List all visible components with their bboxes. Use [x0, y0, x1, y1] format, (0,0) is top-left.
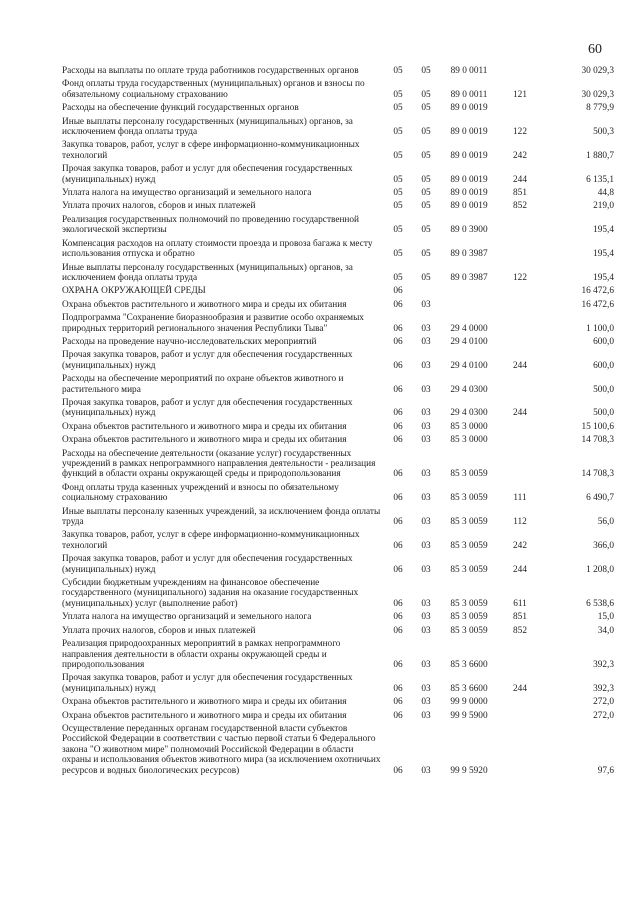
row-amount: 1 880,7	[586, 150, 614, 161]
row-subsection-code: 03	[421, 540, 431, 551]
row-name: Расходы на проведение научно-исследовательских мероприятий	[62, 336, 317, 347]
row-section-code: 05	[393, 249, 403, 260]
row-expense-type-code: 244	[513, 683, 527, 694]
row-amount: 600,0	[593, 336, 614, 347]
row-section-code: 06	[393, 360, 403, 371]
row-section-code: 05	[393, 201, 403, 212]
row-section-code: 05	[393, 174, 403, 185]
row-target-item-code: 89 0 0019	[450, 188, 488, 199]
row-name: Фонд оплаты труда казенных учреждений и взносы по обязательному социальному страхованию	[62, 482, 339, 504]
row-subsection-code: 03	[421, 469, 431, 480]
row-subsection-code: 05	[421, 174, 431, 185]
row-section-code: 05	[393, 103, 403, 114]
row-subsection-code: 03	[421, 421, 431, 432]
row-expense-type-code: 242	[513, 150, 527, 161]
row-expense-type-code	[498, 66, 542, 79]
row-expense-type-code	[498, 449, 542, 483]
row-amount: 500,0	[593, 384, 614, 395]
row-section-code: 06	[393, 435, 403, 446]
row-section-code: 06	[393, 408, 403, 419]
row-amount: 56,0	[597, 517, 614, 528]
row-name: Охрана объектов растительного и животного мира и среды их обитания	[62, 421, 347, 432]
row-name: ОХРАНА ОКРУЖАЮЩЕЙ СРЕДЫ	[62, 286, 206, 297]
row-name: Реализация государственных полномочий по проведению государственной экологической экспертизы	[62, 214, 360, 236]
row-subsection-code: 03	[421, 697, 431, 708]
row-target-item-code: 89 0 0019	[450, 103, 488, 114]
row-target-item-code: 85 3 0059	[450, 517, 488, 528]
row-amount: 219,0	[593, 201, 614, 212]
row-amount: 6 538,6	[586, 598, 614, 609]
row-expense-type-code	[498, 215, 542, 239]
row-name: Охрана объектов растительного и животного мира и среды их обитания	[62, 697, 347, 708]
row-target-item-code: 29 4 0100	[450, 336, 488, 347]
page-number: 60	[588, 42, 602, 57]
row-amount: 6 135,1	[586, 174, 614, 185]
row-amount: 1 100,0	[586, 323, 614, 334]
table-row	[62, 435, 614, 448]
row-expense-type-code: 122	[513, 127, 527, 138]
row-expense-type-code: 244	[513, 360, 527, 371]
row-expense-type-code	[498, 639, 542, 673]
table-row	[62, 530, 614, 554]
row-subsection-code: 03	[421, 323, 431, 334]
row-amount: 195,4	[593, 272, 614, 283]
row-target-item-code: 89 0 0011	[450, 66, 488, 76]
table-row	[62, 337, 614, 350]
row-expense-type-code: 611	[513, 598, 527, 609]
row-subsection-code: 05	[421, 249, 431, 260]
row-section-code: 06	[393, 323, 403, 334]
row-name: Охрана объектов растительного и животного мира и среды их обитания	[62, 435, 347, 446]
row-name: Прочая закупка товаров, работ и услуг для обеспечения государственных (муниципальных) нужд	[62, 397, 353, 419]
row-section-code: 06	[393, 540, 403, 551]
table-row	[62, 239, 614, 263]
budget-table	[62, 66, 614, 779]
row-name: Расходы на обеспечение деятельности (оказание услуг) государственных учреждений в рамках непрограммного направления деятельности - реализация функций в области охраны окружающей среды и природопользования	[62, 448, 376, 480]
row-amount: 16 472,6	[581, 299, 614, 310]
table-row	[62, 79, 614, 103]
row-section-code: 06	[393, 598, 403, 609]
row-target-item-code: 89 0 3987	[450, 272, 488, 283]
row-name: Подпрограмма "Сохранение биоразнообразия и развитие особо охраняемых природных территорий регионального значения Республики Тыва"	[62, 313, 364, 334]
table-row	[62, 697, 614, 710]
row-subsection-code: 03	[421, 435, 431, 446]
row-expense-type-code: 122	[513, 272, 527, 283]
row-expense-type-code	[498, 422, 542, 435]
row-section-code: 06	[393, 625, 403, 636]
row-name: Прочая закупка товаров, работ и услуг для обеспечения государственных (муниципальных) нужд	[62, 164, 353, 185]
row-name: Субсидии бюджетным учреждениям на финансовое обеспечение государственного (муниципального) задания на оказание государственных (муниципальных) услуг (выполнение работ)	[62, 578, 359, 609]
row-name: Фонд оплаты труда государственных (муниципальных) органов и взносы по обязательному социальному страхованию	[62, 79, 365, 100]
row-target-item-code: 99 9 5920	[450, 765, 488, 776]
row-expense-type-code	[498, 239, 542, 263]
row-expense-type-code: 852	[513, 625, 527, 636]
row-subsection-code: 05	[421, 89, 431, 100]
row-subsection-code: 03	[421, 299, 431, 310]
table-row	[62, 140, 614, 164]
row-section-code: 06	[393, 697, 403, 708]
row-amount: 195,4	[593, 225, 614, 236]
table-row	[62, 507, 614, 531]
row-name: Иные выплаты персоналу государственных (муниципальных) органов, за исключением фонда оплаты труда	[62, 116, 353, 138]
row-section-code: 05	[393, 127, 403, 138]
row-section-code: 06	[393, 659, 403, 670]
row-expense-type-code: 851	[513, 612, 527, 623]
row-subsection-code: 05	[421, 150, 431, 161]
row-expense-type-code: 111	[513, 493, 527, 504]
row-target-item-code: 85 3 6600	[450, 683, 488, 694]
row-subsection-code: 03	[421, 336, 431, 347]
row-target-item-code: 85 3 0059	[450, 612, 488, 623]
row-name: Уплата прочих налогов, сборов и иных платежей	[62, 201, 256, 212]
row-amount: 44,8	[597, 188, 614, 199]
row-section-code: 05	[393, 188, 403, 199]
row-expense-type-code	[498, 300, 542, 313]
row-target-item-code: 89 0 3987	[450, 249, 488, 260]
row-target-item-code: 85 3 0059	[450, 540, 488, 551]
row-expense-type-code: 121	[513, 89, 527, 100]
row-amount: 16 472,6	[581, 286, 614, 297]
row-expense-type-code: 852	[513, 201, 527, 212]
row-target-item-code: 89 0 0019	[450, 150, 488, 161]
row-expense-type-code	[498, 724, 542, 779]
row-subsection-code: 05	[421, 225, 431, 236]
table-row	[62, 117, 614, 141]
row-amount: 34,0	[597, 625, 614, 636]
table-row	[62, 578, 614, 612]
row-expense-type-code: 244	[513, 408, 527, 419]
row-expense-type-code: 851	[513, 188, 527, 199]
row-section-code: 06	[393, 683, 403, 694]
row-subsection-code: 03	[421, 408, 431, 419]
row-amount: 8 779,9	[586, 103, 614, 114]
row-target-item-code: 85 3 6600	[450, 659, 488, 670]
row-expense-type-code: 112	[513, 517, 527, 528]
table-row	[62, 215, 614, 239]
row-target-item-code	[440, 286, 498, 299]
row-section-code: 06	[393, 564, 403, 575]
row-subsection-code: 05	[421, 103, 431, 114]
row-expense-type-code	[498, 697, 542, 710]
row-name: Прочая закупка товаров, работ и услуг для обеспечения государственных (муниципальных) нужд	[62, 673, 353, 694]
row-subsection-code: 03	[421, 384, 431, 395]
table-row	[62, 103, 614, 116]
row-name: Охрана объектов растительного и животного мира и среды их обитания	[62, 710, 347, 721]
row-amount: 14 708,3	[581, 435, 614, 446]
row-section-code: 06	[393, 517, 403, 528]
row-subsection-code: 03	[421, 683, 431, 694]
row-amount: 30 029,3	[581, 89, 614, 100]
row-amount: 500,0	[593, 408, 614, 419]
row-expense-type-code: 244	[513, 174, 527, 185]
row-name: Расходы на обеспечение мероприятий по охране объектов животного и растительного мира	[62, 374, 344, 395]
row-section-code: 05	[393, 272, 403, 283]
row-name: Уплата налога на имущество организаций и земельного налога	[62, 612, 312, 623]
table-row	[62, 626, 614, 639]
row-subsection-code: 03	[421, 517, 431, 528]
row-amount: 392,3	[593, 659, 614, 670]
row-amount: 195,4	[593, 249, 614, 260]
row-expense-type-code: 242	[513, 540, 527, 551]
row-target-item-code: 85 3 0059	[450, 564, 488, 575]
row-target-item-code: 29 4 0000	[450, 323, 488, 334]
row-amount: 500,3	[593, 127, 614, 138]
row-section-code: 06	[393, 299, 403, 310]
row-subsection-code: 03	[421, 710, 431, 721]
row-section-code: 06	[393, 612, 403, 623]
row-section-code: 05	[393, 150, 403, 161]
row-expense-type-code: 244	[513, 564, 527, 575]
table-row	[62, 422, 614, 435]
row-name: Прочая закупка товаров, работ и услуг для обеспечения государственных (муниципальных) нужд	[62, 350, 353, 371]
row-subsection-code: 03	[421, 360, 431, 371]
row-target-item-code: 85 3 0059	[450, 625, 488, 636]
table-row	[62, 612, 614, 625]
row-target-item-code: 89 0 0019	[450, 201, 488, 212]
row-section-code: 06	[393, 286, 403, 297]
table-row	[62, 286, 614, 299]
row-amount: 97,6	[597, 765, 614, 776]
table-row	[62, 263, 614, 287]
table-row	[62, 164, 614, 188]
row-target-item-code: 89 0 0019	[450, 127, 488, 138]
table-row	[62, 300, 614, 313]
row-expense-type-code	[498, 711, 542, 724]
row-section-code: 06	[393, 765, 403, 776]
row-subsection-code: 03	[421, 564, 431, 575]
row-section-code: 06	[393, 421, 403, 432]
table-row	[62, 398, 614, 422]
table-row	[62, 66, 614, 79]
row-subsection-code: 05	[421, 272, 431, 283]
row-amount: 600,0	[593, 360, 614, 371]
row-target-item-code: 85 3 0059	[450, 598, 488, 609]
row-section-code: 05	[393, 66, 403, 76]
row-subsection-code: 03	[421, 659, 431, 670]
table-row	[62, 724, 614, 779]
row-amount: 15,0	[597, 612, 614, 623]
row-name: Прочая закупка товаров, работ и услуг для обеспечения государственных (муниципальных) нужд	[62, 554, 353, 575]
row-name: Охрана объектов растительного и животного мира и среды их обитания	[62, 299, 347, 310]
row-name: Закупка товаров, работ, услуг в сфере информационно-коммуникационных технологий	[62, 530, 360, 551]
row-target-item-code: 29 4 0100	[450, 360, 488, 371]
row-subsection-code: 03	[421, 765, 431, 776]
row-subsection-code: 05	[421, 127, 431, 138]
row-target-item-code: 89 0 3900	[450, 225, 488, 236]
table-row	[62, 201, 614, 214]
row-target-item-code: 85 3 0059	[450, 493, 488, 504]
row-target-item-code: 85 3 0000	[450, 435, 488, 446]
row-section-code: 06	[393, 710, 403, 721]
row-name: Реализация природоохранных мероприятий в рамках непрограммного направления деятельности в области охраны окружающей среды и природопользования	[62, 639, 341, 670]
row-subsection-code: 03	[421, 625, 431, 636]
row-name: Закупка товаров, работ, услуг в сфере информационно-коммуникационных технологий	[62, 140, 360, 161]
row-amount: 272,0	[593, 710, 614, 721]
table-row	[62, 554, 614, 578]
table-row	[62, 350, 614, 374]
row-subsection-code: 05	[421, 188, 431, 199]
row-amount: 272,0	[593, 697, 614, 708]
row-target-item-code: 29 4 0300	[450, 384, 488, 395]
row-target-item-code: 89 0 0019	[450, 174, 488, 185]
row-name: Уплата прочих налогов, сборов и иных платежей	[62, 625, 256, 636]
row-section-code: 06	[393, 384, 403, 395]
row-amount: 14 708,3	[581, 469, 614, 480]
table-row	[62, 711, 614, 724]
table-row	[62, 188, 614, 201]
row-section-code: 06	[393, 469, 403, 480]
row-section-code: 06	[393, 336, 403, 347]
row-section-code: 06	[393, 493, 403, 504]
row-amount: 30 029,3	[581, 66, 614, 76]
row-expense-type-code	[498, 337, 542, 350]
row-expense-type-code	[498, 435, 542, 448]
row-amount: 366,0	[593, 540, 614, 551]
row-target-item-code: 89 0 0011	[450, 89, 488, 100]
row-subsection-code: 03	[421, 598, 431, 609]
row-subsection-code: 03	[421, 612, 431, 623]
table-row	[62, 313, 614, 337]
row-expense-type-code	[498, 286, 542, 299]
row-name: Иные выплаты персоналу государственных (муниципальных) органов, за исключением фонда оплаты труда	[62, 262, 353, 283]
row-expense-type-code	[498, 374, 542, 398]
table-row	[62, 374, 614, 398]
row-target-item-code	[440, 300, 498, 313]
row-subsection-code: 03	[421, 493, 431, 504]
row-target-item-code: 29 4 0300	[450, 408, 488, 419]
row-section-code: 05	[393, 225, 403, 236]
table-row	[62, 673, 614, 697]
budget-table-body	[62, 66, 614, 779]
row-target-item-code: 85 3 0059	[450, 469, 488, 480]
table-row	[62, 639, 614, 673]
row-section-code: 05	[393, 89, 403, 100]
row-subsection-code: 05	[421, 201, 431, 212]
row-amount: 392,3	[593, 683, 614, 694]
row-subsection-code	[412, 286, 440, 299]
row-amount: 6 490,7	[586, 493, 614, 504]
row-name: Иные выплаты персоналу казенных учреждений, за исключением фонда оплаты труда	[62, 506, 381, 528]
row-name: Компенсация расходов на оплату стоимости проезда и провоза багажа к месту использования отпуска и обратно	[62, 238, 373, 260]
table-row	[62, 449, 614, 483]
row-name: Расходы на обеспечение функций государственных органов	[62, 103, 299, 114]
row-target-item-code: 99 9 5900	[450, 710, 488, 721]
row-name: Расходы на выплаты по оплате труда работников государственных органов	[62, 66, 359, 76]
row-subsection-code: 05	[421, 66, 431, 76]
row-name: Осуществление переданных органам государственной власти субъектов Российской Федерации в соответствии с частью первой статьи 6 Федерального закона "О животном мире" полномочий Российской Федерации в области охраны и использования объектов животного мира (за исключением охотничьих ресурсов и водных биологических ресурсов)	[62, 723, 381, 776]
table-row	[62, 483, 614, 507]
row-expense-type-code	[498, 313, 542, 337]
row-expense-type-code	[498, 103, 542, 116]
row-amount: 15 100,6	[581, 421, 614, 432]
row-target-item-code: 99 9 0000	[450, 697, 488, 708]
row-amount: 1 208,0	[586, 564, 614, 575]
row-name: Уплата налога на имущество организаций и земельного налога	[62, 188, 312, 199]
row-target-item-code: 85 3 0000	[450, 421, 488, 432]
